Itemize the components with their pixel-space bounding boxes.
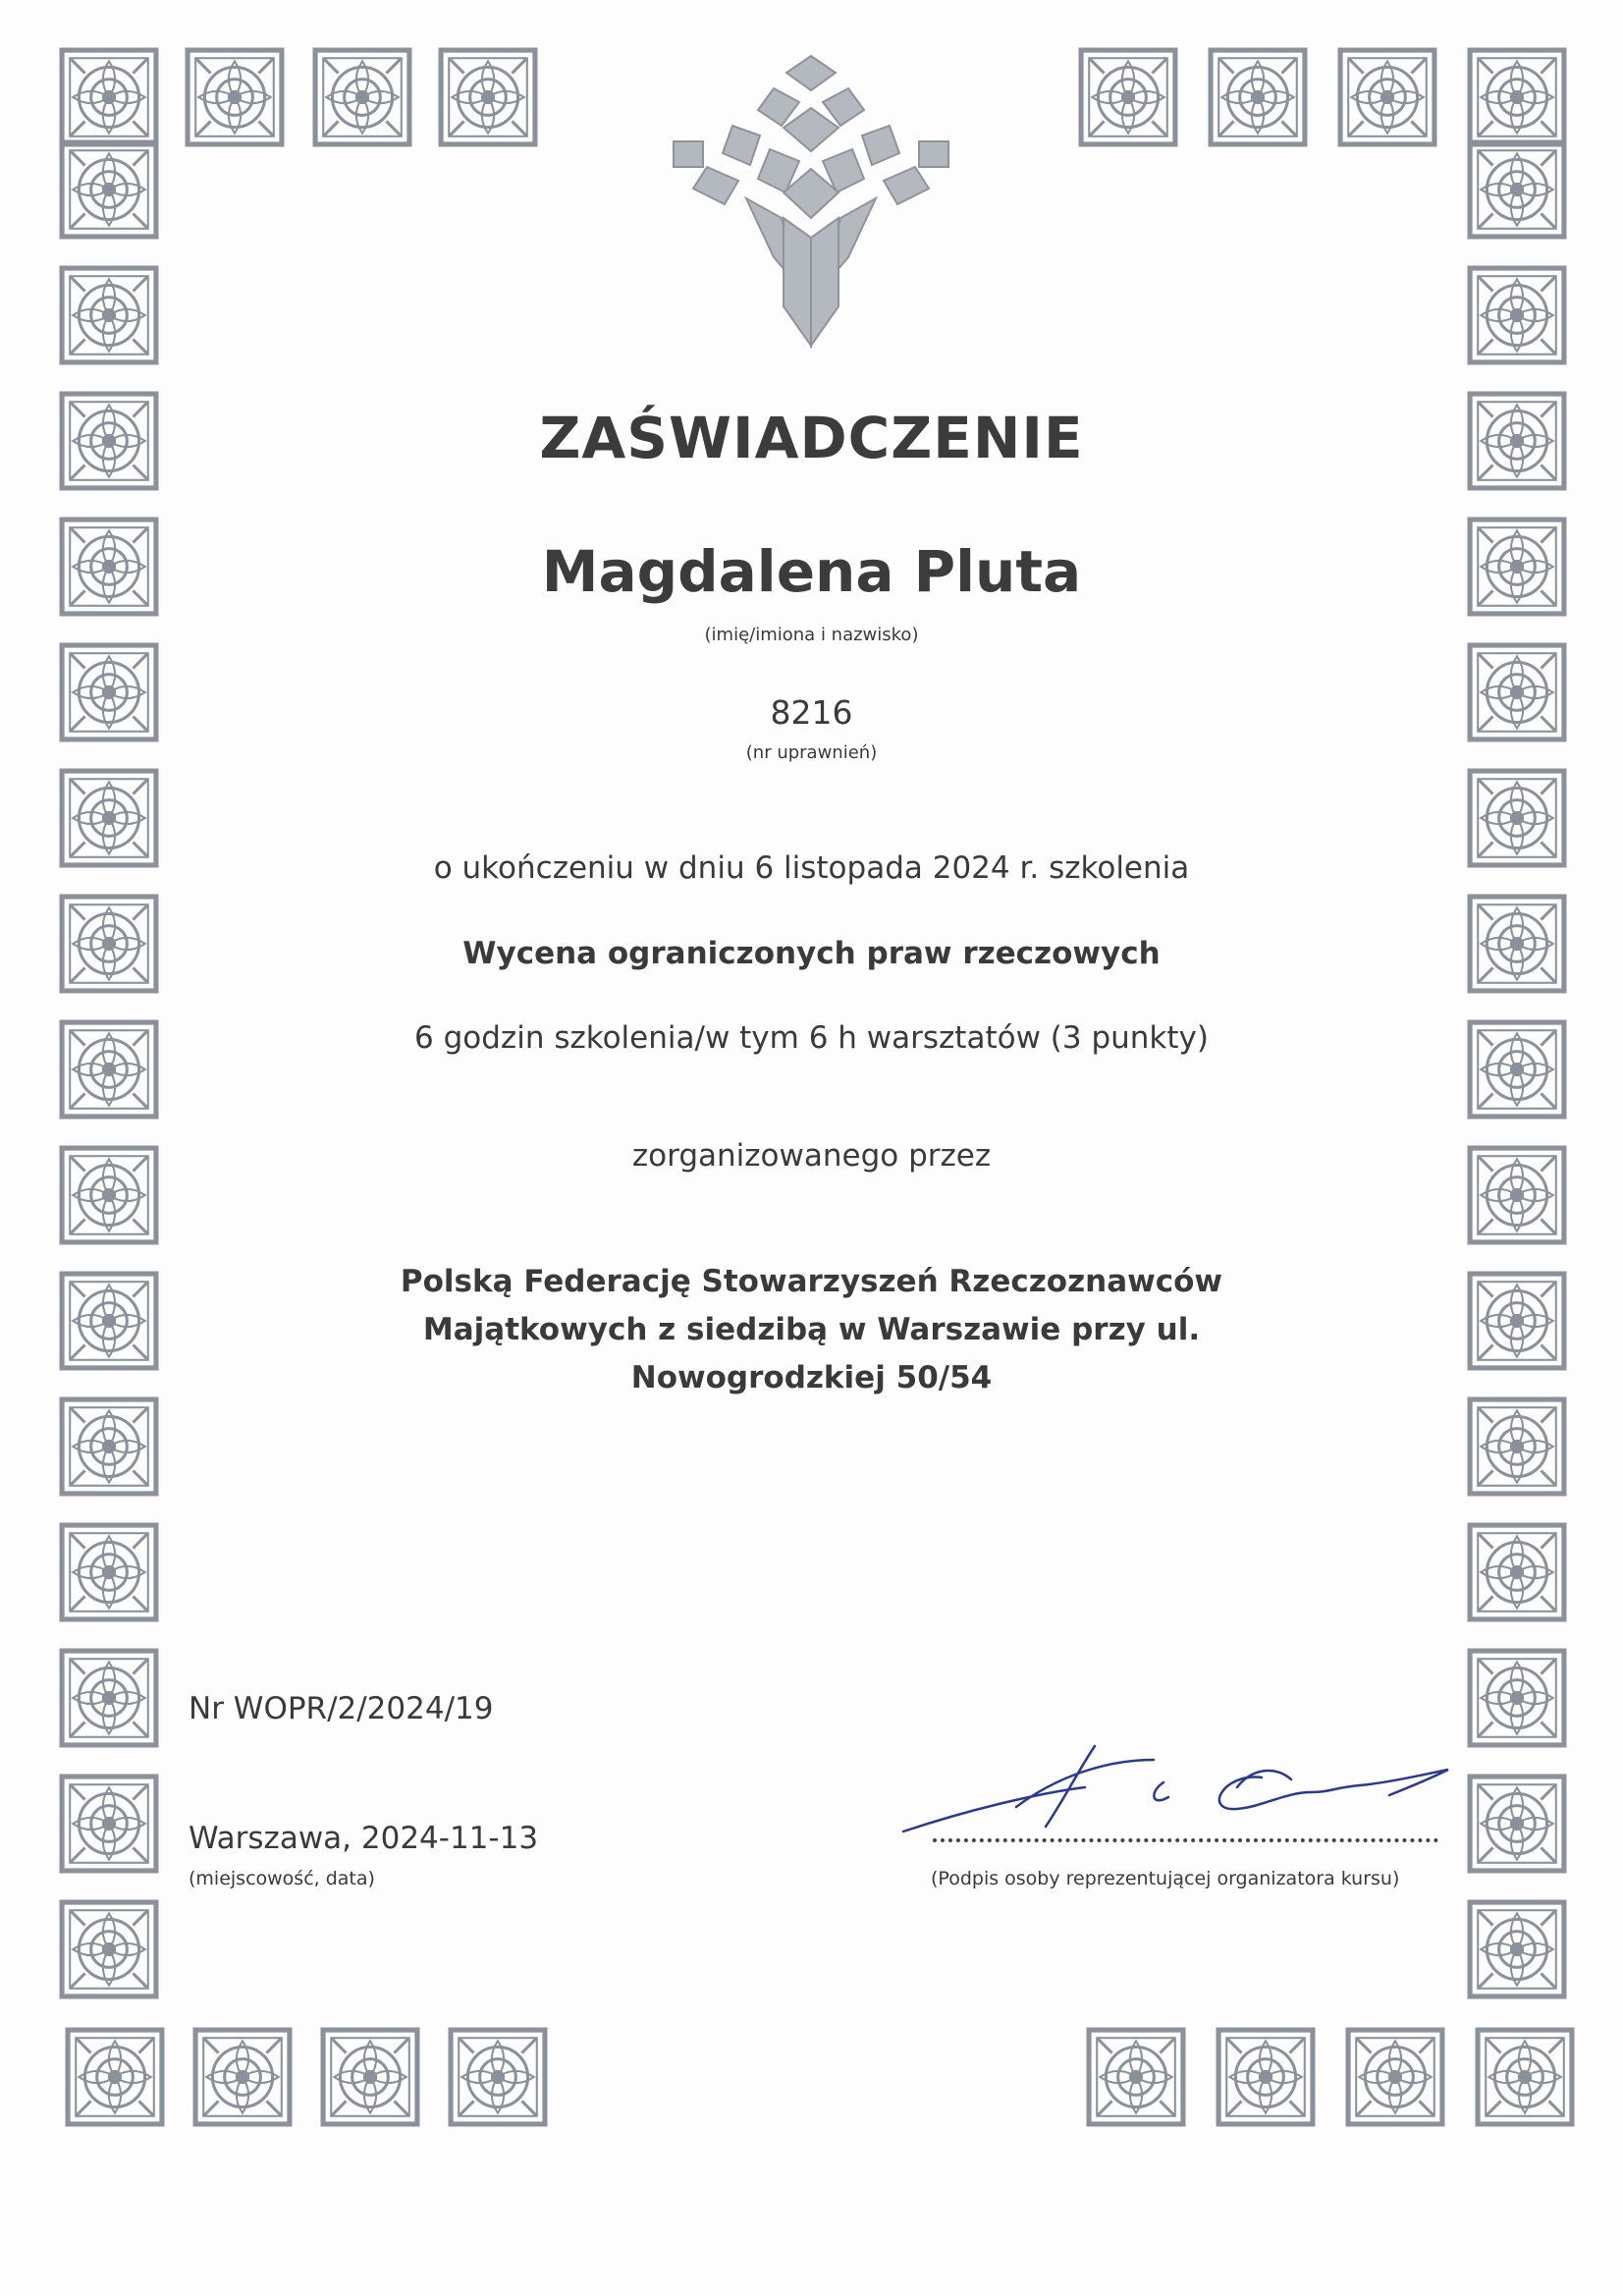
ornament-tile-icon — [59, 894, 159, 994]
ornament-tile-icon — [1467, 768, 1567, 868]
ornament-tile-icon — [1345, 2027, 1445, 2127]
ornament-tile-icon — [1337, 47, 1437, 147]
ornament-tile-icon — [59, 1522, 159, 1622]
ornament-tile-icon — [1467, 1396, 1567, 1497]
completion-line: o ukończeniu w dniu 6 listopada 2024 r. szkolenia — [433, 850, 1190, 886]
ornament-tile-icon — [1467, 1648, 1567, 1748]
logo-icon — [664, 51, 958, 355]
ornament-tile-icon — [59, 47, 159, 147]
document-title: ZAŚWIADCZENIE — [539, 405, 1084, 471]
ornament-tile-icon — [1467, 642, 1567, 742]
ornament-tile-icon — [1467, 1019, 1567, 1120]
ornament-tile-icon — [59, 1774, 159, 1874]
ornament-tile-icon — [1467, 265, 1567, 365]
ornament-tile-icon — [1078, 47, 1178, 147]
organizer-line: Polską Federację Stowarzyszeń Rzeczoznawców — [400, 1264, 1223, 1299]
training-title: Wycena ograniczonych praw rzeczowych — [462, 936, 1161, 971]
ornament-tile-icon — [1467, 517, 1567, 617]
ornament-tile-icon — [438, 47, 538, 147]
ornament-tile-icon — [65, 2027, 165, 2127]
ornament-tile-icon — [59, 1271, 159, 1371]
ornament-tile-icon — [320, 2027, 420, 2127]
recipient-name: Magdalena Pluta — [541, 538, 1082, 605]
ornament-tile-icon — [59, 1396, 159, 1497]
organized-by-line: zorganizowanego przez — [631, 1138, 992, 1174]
ornament-tile-icon — [1467, 47, 1567, 147]
ornament-tile-icon — [1467, 391, 1567, 491]
ornament-tile-icon — [59, 768, 159, 868]
ornament-tile-icon — [59, 1899, 159, 1999]
training-hours: 6 godzin szkolenia/w tym 6 h warsztatów (3 punkty) — [414, 1020, 1209, 1056]
ornament-tile-icon — [59, 139, 159, 240]
organizer-line: Majątkowych z siedzibą w Warszawie przy ul. — [422, 1312, 1201, 1347]
ornament-tile-icon — [59, 642, 159, 742]
certificate-number: Nr WOPR/2/2024/19 — [189, 1691, 494, 1726]
ornament-tile-icon — [59, 1648, 159, 1748]
ornament-tile-icon — [1467, 1522, 1567, 1622]
organizer-line: Nowogrodzkiej 50/54 — [630, 1360, 993, 1395]
ornament-tile-icon — [1475, 2027, 1575, 2127]
organizer-block — [0, 1258, 1623, 1402]
ornament-tile-icon — [1216, 2027, 1316, 2127]
ornament-tile-icon — [1086, 2027, 1186, 2127]
ornament-tile-icon — [59, 391, 159, 491]
signature-line — [933, 1829, 1438, 1842]
ornament-tile-icon — [1467, 1774, 1567, 1874]
recipient-name-caption: (imię/imiona i nazwisko) — [704, 625, 919, 645]
place-date-caption: (miejscowość, data) — [189, 1868, 375, 1889]
ornament-tile-icon — [448, 2027, 548, 2127]
ornament-tile-icon — [185, 47, 285, 147]
place-date: Warszawa, 2024-11-13 — [189, 1821, 539, 1856]
ornament-tile-icon — [192, 2027, 293, 2127]
ornament-tile-icon — [312, 47, 412, 147]
ornament-tile-icon — [59, 1145, 159, 1245]
ornament-tile-icon — [1467, 1899, 1567, 1999]
signature-caption: (Podpis osoby reprezentującej organizatora kursu) — [931, 1868, 1400, 1889]
licence-number-caption: (nr uprawnień) — [745, 742, 878, 763]
licence-number: 8216 — [770, 693, 853, 732]
ornament-tile-icon — [59, 265, 159, 365]
ornament-tile-icon — [59, 1019, 159, 1120]
ornament-tile-icon — [1467, 1271, 1567, 1371]
ornament-tile-icon — [59, 517, 159, 617]
ornament-tile-icon — [1467, 1145, 1567, 1245]
ornament-tile-icon — [1208, 47, 1308, 147]
ornament-tile-icon — [1467, 139, 1567, 240]
ornament-tile-icon — [1467, 894, 1567, 994]
